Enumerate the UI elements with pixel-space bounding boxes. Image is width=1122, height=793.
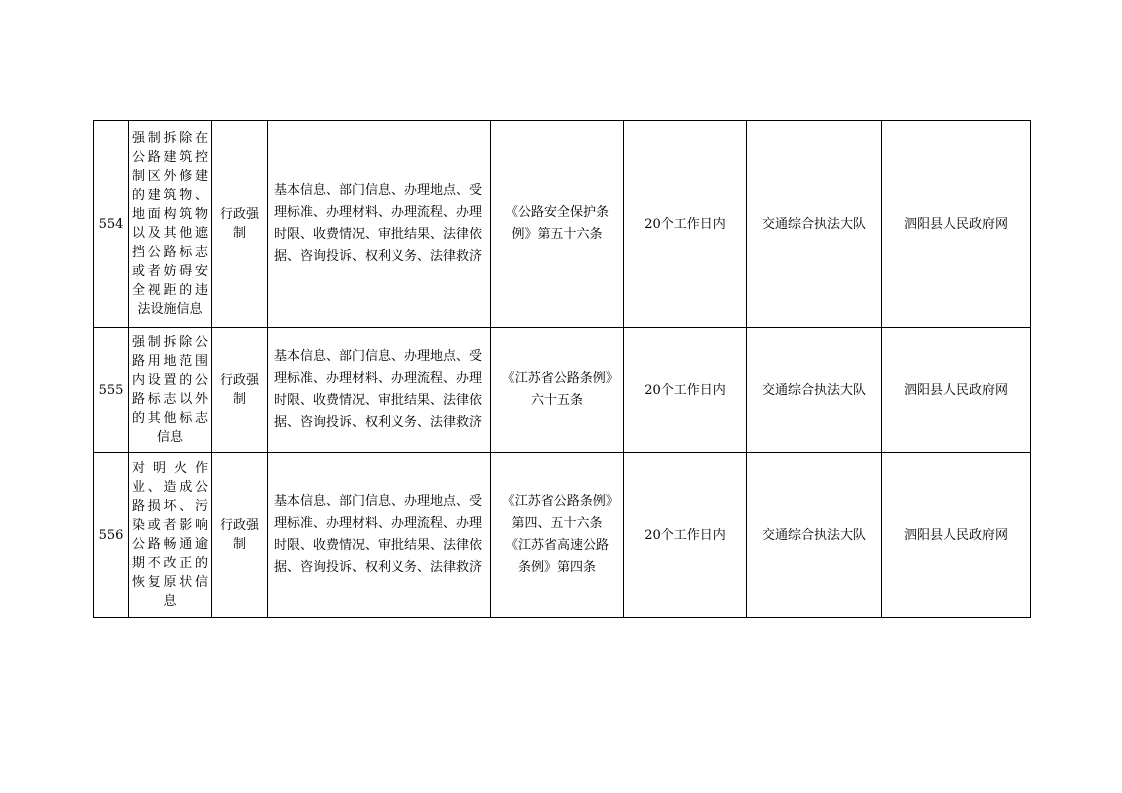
- agency-cell: 交通综合执法大队: [747, 121, 882, 328]
- item-name-cell: 对明火作业、造成公路损坏、污染或者影响公路畅通逾期不改正的恢复原状信息: [129, 453, 212, 618]
- time-limit-cell: 20个工作日内: [624, 328, 747, 453]
- channel-cell: 泗阳县人民政府网: [882, 121, 1031, 328]
- item-name-cell: 强制拆除公路用地范围内设置的公路标志以外的其他标志信息: [129, 328, 212, 453]
- item-name-cell: 强制拆除在公路建筑控制区外修建的建筑物、地面构筑物以及其他遮挡公路标志或者妨碍安全视距的违法设施信息: [129, 121, 212, 328]
- time-limit-cell: 20个工作日内: [624, 121, 747, 328]
- time-limit-cell: 20个工作日内: [624, 453, 747, 618]
- agency-cell: 交通综合执法大队: [747, 453, 882, 618]
- channel-cell: 泗阳县人民政府网: [882, 328, 1031, 453]
- agency-cell: 交通综合执法大队: [747, 328, 882, 453]
- table-row: [94, 453, 1031, 618]
- category-cell: 行政强制: [212, 328, 268, 453]
- row-number: 555: [94, 328, 129, 453]
- legal-basis-cell: 《江苏省公路条例》六十五条: [491, 328, 624, 453]
- table-row: [94, 121, 1031, 328]
- table-row: [94, 328, 1031, 453]
- category-cell: 行政强制: [212, 453, 268, 618]
- channel-cell: 泗阳县人民政府网: [882, 453, 1031, 618]
- legal-basis-cell: 《江苏省公路条例》第四、五十六条《江苏省高速公路条例》第四条: [491, 453, 624, 618]
- content-cell: 基本信息、部门信息、办理地点、受理标准、办理材料、办理流程、办理时限、收费情况、审批结果、法律依据、咨询投诉、权利义务、法律救济: [268, 328, 491, 453]
- content-cell: 基本信息、部门信息、办理地点、受理标准、办理材料、办理流程、办理时限、收费情况、审批结果、法律依据、咨询投诉、权利义务、法律救济: [268, 121, 491, 328]
- row-number: 556: [94, 453, 129, 618]
- row-number: 554: [94, 121, 129, 328]
- content-cell: 基本信息、部门信息、办理地点、受理标准、办理材料、办理流程、办理时限、收费情况、审批结果、法律依据、咨询投诉、权利义务、法律救济: [268, 453, 491, 618]
- category-cell: 行政强制: [212, 121, 268, 328]
- disclosure-table: [93, 120, 1031, 618]
- legal-basis-cell: 《公路安全保护条例》第五十六条: [491, 121, 624, 328]
